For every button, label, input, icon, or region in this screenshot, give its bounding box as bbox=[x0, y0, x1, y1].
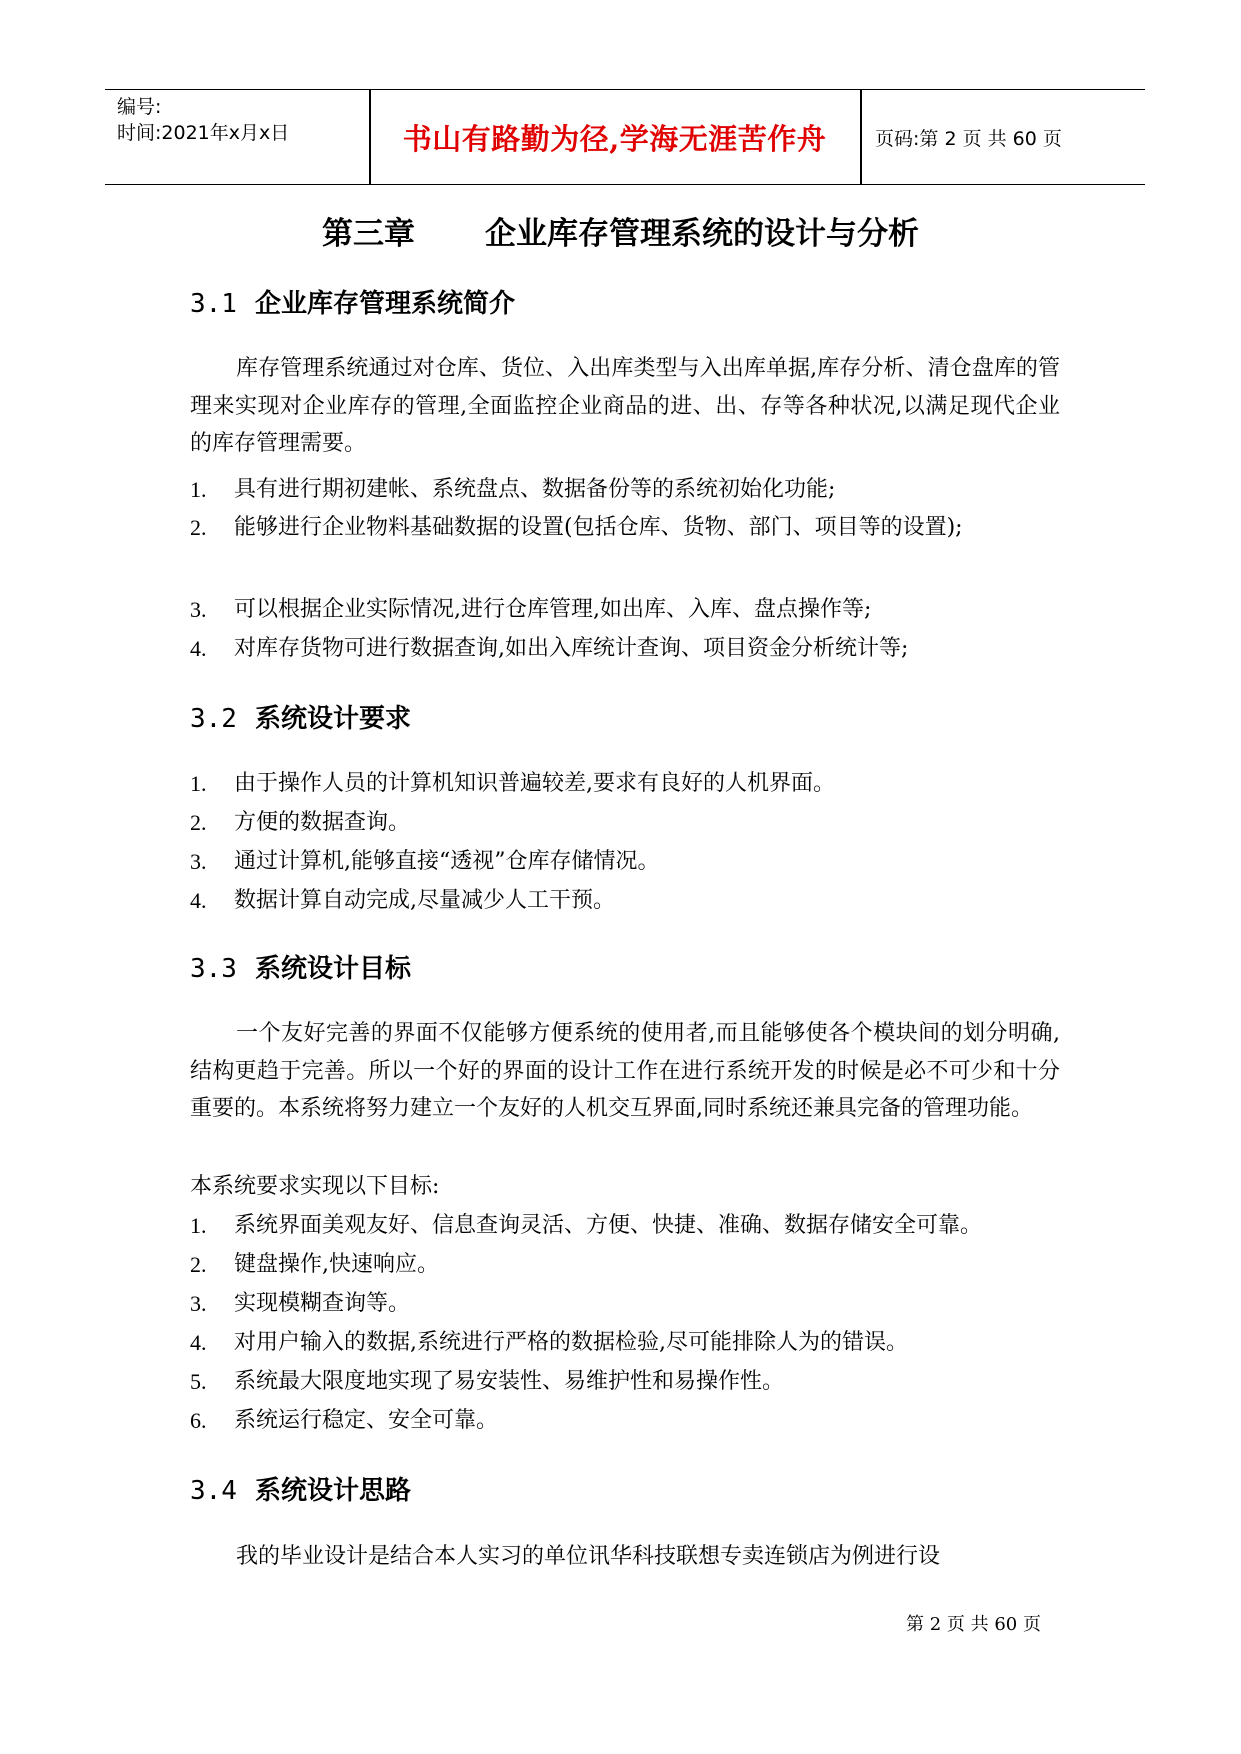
list-number: 2. bbox=[190, 1252, 207, 1277]
chapter-title bbox=[0, 208, 1241, 253]
list-number: 4. bbox=[190, 888, 207, 913]
section-heading bbox=[190, 1470, 411, 1507]
list-number: 3. bbox=[190, 849, 207, 874]
list-text: 键盘操作,快速响应。 bbox=[234, 1252, 439, 1277]
list-text: 由于操作人员的计算机知识普遍较差,要求有良好的人机界面。 bbox=[234, 771, 835, 796]
chapter-text: 企业库存管理系统的设计与分析 bbox=[485, 216, 919, 252]
list-item bbox=[190, 1246, 1070, 1284]
section-title: 企业库存管理系统简介 bbox=[254, 289, 515, 319]
paragraph-lead: 本系统要求实现以下目标: bbox=[190, 1174, 440, 1199]
section-heading bbox=[190, 283, 515, 320]
list-item bbox=[190, 509, 1070, 547]
list-number: 3. bbox=[190, 597, 207, 622]
list-text: 能够进行企业物料基础数据的设置(包括仓库、货物、部门、项目等的设置); bbox=[234, 515, 963, 540]
list-number: 1. bbox=[190, 1213, 207, 1238]
list-text: 对库存货物可进行数据查询,如出入库统计查询、项目资金分析统计等; bbox=[234, 636, 909, 661]
list-text: 系统界面美观友好、信息查询灵活、方便、快捷、准确、数据存储安全可靠。 bbox=[234, 1213, 983, 1238]
header-page-label: 页码:第 2 页 共 60 页 bbox=[875, 127, 1062, 150]
section-title: 系统设计目标 bbox=[254, 954, 411, 984]
section-title: 系统设计要求 bbox=[254, 704, 411, 734]
list-number: 3. bbox=[190, 1291, 207, 1316]
list-number: 5. bbox=[190, 1369, 207, 1394]
list-item bbox=[190, 882, 1070, 920]
section-number: 3.1 bbox=[190, 289, 237, 319]
list-text: 对用户输入的数据,系统进行严格的数据检验,尽可能排除人为的错误。 bbox=[234, 1330, 908, 1355]
list-number: 2. bbox=[190, 515, 207, 540]
header-time-label: 时间:2021年x月x日 bbox=[117, 122, 290, 144]
section-title: 系统设计思路 bbox=[254, 1476, 411, 1506]
list-text: 实现模糊查询等。 bbox=[234, 1291, 411, 1316]
list-item bbox=[190, 765, 1070, 803]
list-text: 系统最大限度地实现了易安装性、易维护性和易操作性。 bbox=[234, 1369, 785, 1394]
list-number: 2. bbox=[190, 810, 207, 835]
list-number: 4. bbox=[190, 1330, 207, 1355]
header-divider bbox=[860, 90, 862, 184]
list-item bbox=[190, 1324, 1070, 1362]
list-item bbox=[190, 1363, 1070, 1401]
list-number: 4. bbox=[190, 636, 207, 661]
page-header bbox=[105, 89, 1145, 185]
list-item bbox=[190, 1402, 1070, 1440]
list-item bbox=[190, 1207, 1070, 1245]
list-item bbox=[190, 471, 1070, 509]
section-heading bbox=[190, 948, 411, 985]
list-number: 6. bbox=[190, 1408, 207, 1433]
section-number: 3.4 bbox=[190, 1476, 237, 1506]
section-number: 3.3 bbox=[190, 954, 237, 984]
header-motto: 书山有路勤为径,学海无涯苦作舟 bbox=[402, 121, 827, 156]
section-heading bbox=[190, 698, 411, 735]
paragraph: 我的毕业设计是结合本人实习的单位讯华科技联想专卖连锁店为例进行设 bbox=[236, 1544, 941, 1569]
paragraph: 一个友好完善的界面不仅能够方便系统的使用者,而且能够使各个模块间的划分明确,结构更趋于完善。所以一个好的界面的设计工作在进行系统开发的时候是必不可少和十分重要的。本系统将努力建立一个友好的人机交互界面,同时系统还兼具完备的管理功能。 bbox=[190, 1021, 1060, 1121]
list-number: 1. bbox=[190, 477, 207, 502]
list-text: 数据计算自动完成,尽量减少人工干预。 bbox=[234, 888, 615, 913]
chapter-number: 第三章 bbox=[322, 216, 415, 252]
list-text: 系统运行稳定、安全可靠。 bbox=[234, 1408, 499, 1433]
list-item bbox=[190, 630, 1070, 668]
list-text: 通过计算机,能够直接“透视”仓库存储情况。 bbox=[234, 849, 660, 874]
header-meta bbox=[117, 94, 289, 146]
paragraph: 库存管理系统通过对仓库、货位、入出库类型与入出库单据,库存分析、清仓盘库的管理来实现对企业库存的管理,全面监控企业商品的进、出、存等各种状况,以满足现代企业的库存管理需要。 bbox=[190, 356, 1060, 456]
list-text: 方便的数据查询。 bbox=[234, 810, 411, 835]
header-page-info bbox=[875, 90, 1062, 184]
page-footer: 第 2 页 共 60 页 bbox=[906, 1614, 1041, 1635]
list-item bbox=[190, 843, 1070, 881]
section-number: 3.2 bbox=[190, 704, 237, 734]
list-item bbox=[190, 804, 1070, 842]
list-number: 1. bbox=[190, 771, 207, 796]
list-item bbox=[190, 591, 1070, 629]
header-number-label: 编号: bbox=[117, 96, 162, 118]
list-item bbox=[190, 1285, 1070, 1323]
list-text: 可以根据企业实际情况,进行仓库管理,如出库、入库、盘点操作等; bbox=[234, 597, 872, 622]
list-text: 具有进行期初建帐、系统盘点、数据备份等的系统初始化功能; bbox=[234, 477, 836, 502]
